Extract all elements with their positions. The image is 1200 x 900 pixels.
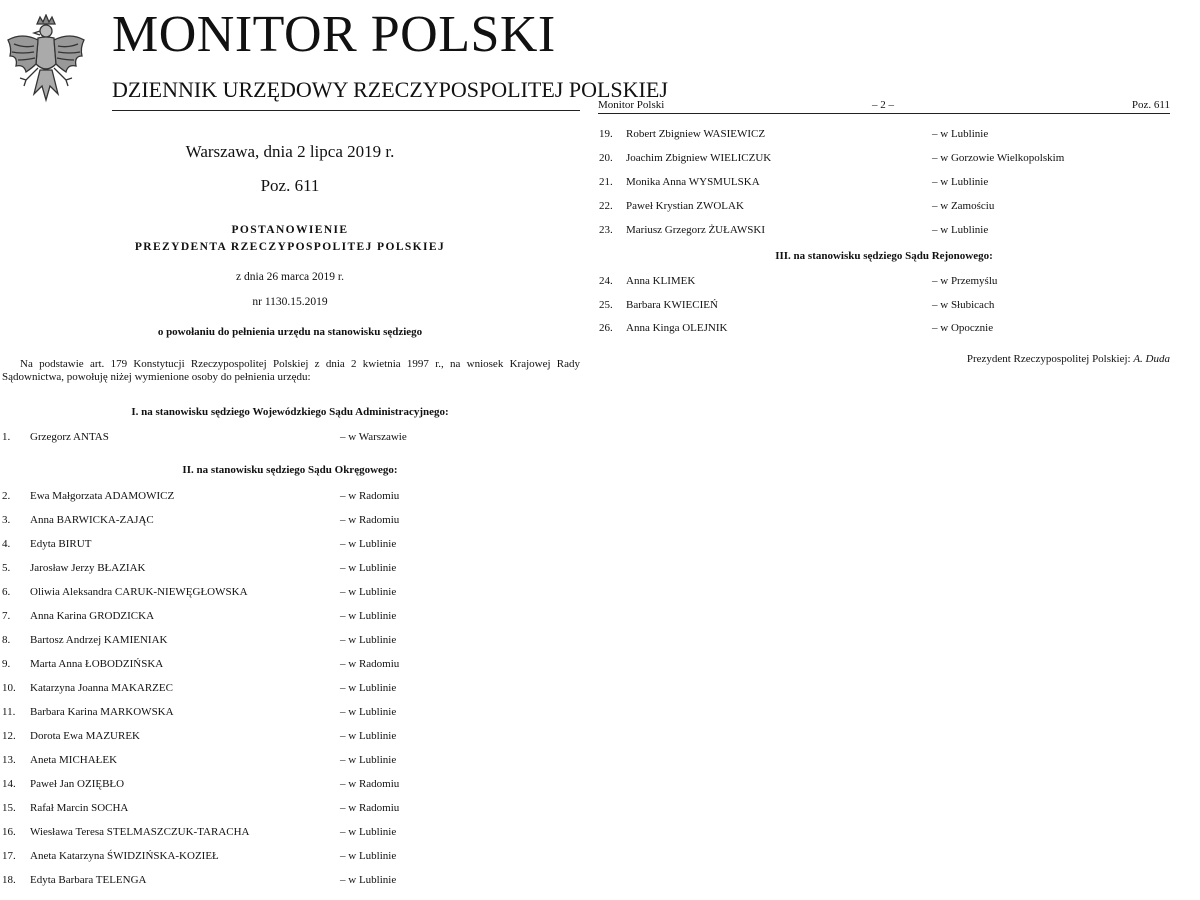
list-item-number: 17. (2, 850, 16, 862)
act-subject: o powołaniu do pełnienia urzędu na stanowisku sędziego (157, 326, 423, 338)
act-type-title: POSTANOWIENIE (231, 224, 349, 236)
list-item-name: Oliwia Aleksandra CARUK-NIEWĘGŁOWSKA (30, 586, 248, 598)
list-item-place: – w Lublinie (340, 586, 397, 598)
list-item-place: – w Gorzowie Wielkopolskim (932, 152, 1065, 164)
list-item-name: Barbara KWIECIEŃ (626, 298, 718, 311)
list-item-number: 23. (599, 224, 613, 236)
list-item-place: – w Opocznie (932, 322, 994, 334)
list-item-place: – w Lublinie (340, 610, 397, 622)
list-item-number: 16. (2, 826, 16, 838)
list-item-name: Paweł Krystian ZWOLAK (626, 200, 744, 212)
section-heading: I. na stanowisku sędziego Wojewódzkiego Sądu Administracyjnego: (131, 406, 449, 418)
signature-name: A. Duda (1133, 353, 1170, 365)
list-item-place: – w Lublinie (932, 176, 989, 188)
section-heading: II. na stanowisku sędziego Sądu Okręgowego: (182, 464, 398, 476)
list-item-name: Edyta BIRUT (30, 538, 92, 550)
list-item-name: Anna BARWICKA-ZAJĄC (30, 514, 154, 526)
list-item-name: Bartosz Andrzej KAMIENIAK (30, 634, 168, 646)
position-number: Poz. 611 (260, 176, 320, 195)
list-item-number: 22. (599, 200, 613, 212)
list-item-place: – w Lublinie (340, 826, 397, 838)
list-item-number: 9. (2, 658, 11, 670)
list-item-number: 3. (2, 514, 11, 526)
list-item-number: 20. (599, 152, 613, 164)
list-item-name: Robert Zbigniew WASIEWICZ (626, 128, 766, 140)
list-item-name: Monika Anna WYSMULSKA (626, 176, 760, 188)
intro-paragraph: Na podstawie art. 179 Konstytucji Rzeczypospolitej Polskiej z dnia 2 kwietnia 1997 r., na wniosek Krajowej Rady Sądownictwa, powołuję niżej wymienione osoby do pełnienia urzędu: (2, 358, 580, 383)
list-item-number: 13. (2, 754, 16, 766)
list-item-name: Edyta Barbara TELENGA (30, 874, 147, 886)
masthead-divider (112, 110, 580, 111)
list-item-number: 25. (599, 298, 613, 311)
list-item-number: 14. (2, 778, 16, 790)
list-item-place: – w Lublinie (932, 224, 989, 236)
list-item-place: – w Lublinie (340, 874, 397, 886)
signature (598, 353, 1170, 365)
list-item-number: 18. (2, 874, 16, 886)
list-item-name: Grzegorz ANTAS (30, 431, 109, 443)
list-item-name: Anna Kinga OLEJNIK (626, 322, 728, 334)
list-item-name: Anna Karina GRODZICKA (30, 610, 155, 622)
list-item-place: – w Lublinie (340, 562, 397, 574)
list-item-number: 21. (599, 176, 613, 188)
list-item-name: Marta Anna ŁOBODZIŃSKA (30, 658, 164, 670)
list-item-number: 12. (2, 730, 16, 742)
list-item-number: 1. (2, 431, 11, 443)
list-item-place: – w Zamościu (932, 200, 995, 212)
list-item-name: Ewa Małgorzata ADAMOWICZ (30, 490, 175, 502)
list-item-number: 4. (2, 538, 11, 550)
list-item-number: 11. (2, 706, 16, 718)
act-date: z dnia 26 marca 2019 r. (236, 271, 344, 283)
running-header-divider (598, 113, 1170, 114)
list-item-place: – w Radomiu (340, 658, 400, 670)
running-header-position: Poz. 611 (1131, 99, 1170, 111)
list-item-name: Anna KLIMEK (626, 275, 696, 287)
masthead-subtitle: DZIENNIK URZĘDOWY RZECZYPOSPOLITEJ POLSKIEJ (112, 77, 668, 102)
list-item-place: – w Lublinie (340, 682, 397, 694)
signature-label: Prezydent Rzeczypospolitej Polskiej: (966, 353, 1131, 365)
list-item-place: – w Radomiu (340, 802, 400, 814)
list-item-name: Barbara Karina MARKOWSKA (30, 706, 174, 718)
list-item-number: 5. (2, 562, 11, 574)
masthead-title: MONITOR POLSKI (112, 6, 556, 63)
list-item-number: 10. (2, 682, 16, 694)
list-item-number: 15. (2, 802, 16, 814)
list-item-place: – w Radomiu (340, 778, 400, 790)
section-heading: III. na stanowisku sędziego Sądu Rejonowego: (775, 250, 993, 262)
publication-date: Warszawa, dnia 2 lipca 2019 r. (185, 142, 395, 161)
list-item-place: – w Lublinie (932, 128, 989, 140)
list-item-place: – w Lublinie (340, 634, 397, 646)
list-item-place: – w Słubicach (932, 298, 995, 311)
list-item-number: 19. (599, 128, 613, 140)
list-item-name: Jarosław Jerzy BŁAZIAK (30, 562, 146, 574)
list-item-number: 6. (2, 586, 11, 598)
list-item-number: 26. (599, 322, 613, 334)
list-item-place: – w Lublinie (340, 730, 397, 742)
list-item-place: – w Radomiu (340, 490, 400, 502)
list-item-place: – w Przemyślu (932, 275, 998, 287)
list-item-name: Dorota Ewa MAZUREK (30, 730, 140, 742)
running-header-page: – 2 – (872, 99, 894, 111)
act-number: nr 1130.15.2019 (252, 296, 328, 308)
list-item-number: 24. (599, 275, 613, 287)
list-item-place: – w Lublinie (340, 754, 397, 766)
list-item-name: Katarzyna Joanna MAKARZEC (30, 682, 173, 694)
list-item-name: Paweł Jan OZIĘBŁO (30, 778, 125, 790)
list-item-number: 2. (2, 490, 11, 502)
list-item-place: – w Lublinie (340, 706, 397, 718)
list-item-name: Aneta MICHAŁEK (30, 754, 118, 766)
list-item-number: 7. (2, 610, 11, 622)
list-item-place: – w Lublinie (340, 850, 397, 862)
list-item-place: – w Radomiu (340, 514, 400, 526)
list-item-number: 8. (2, 634, 11, 646)
list-item-name: Rafał Marcin SOCHA (30, 802, 129, 814)
list-item-place: – w Lublinie (340, 538, 397, 550)
list-item-name: Aneta Katarzyna ŚWIDZIŃSKA-KOZIEŁ (30, 850, 219, 862)
list-item-name: Joachim Zbigniew WIELICZUK (626, 152, 772, 164)
list-item-name: Wiesława Teresa STELMASZCZUK-TARACHA (30, 826, 250, 838)
list-item-name: Mariusz Grzegorz ŻUŁAWSKI (626, 224, 766, 236)
polish-eagle-emblem-icon (4, 14, 88, 112)
running-header-title: Monitor Polski (598, 99, 665, 111)
list-item-place: – w Warszawie (340, 431, 407, 443)
issuer-title: PREZYDENTA RZECZYPOSPOLITEJ POLSKIEJ (134, 241, 446, 253)
